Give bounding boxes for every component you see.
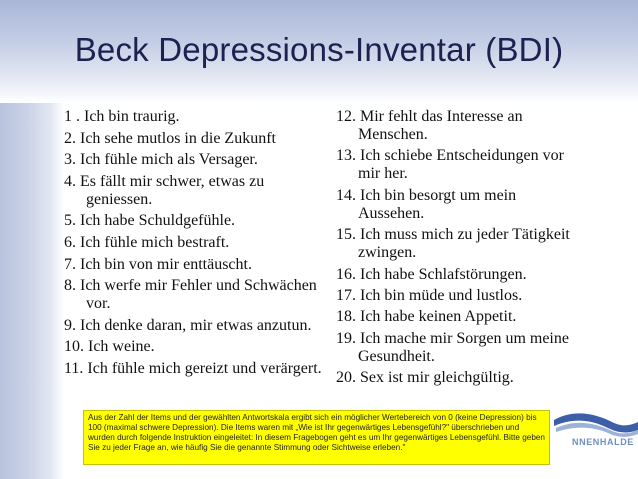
item: 7. Ich bin von mir enttäuscht.: [64, 255, 252, 273]
item: 2. Ich sehe mutlos in die Zukunft: [64, 129, 276, 147]
item: 13. Ich schiebe Entscheidungen vor mir her.: [336, 147, 564, 183]
item: 5. Ich habe Schuldgefühle.: [64, 212, 236, 230]
item: 11. Ich fühle mich gereizt und verärgert.: [64, 359, 322, 377]
item: 4. Es fällt mir schwer, etwas zu geniessen.: [64, 172, 265, 208]
wave-logo-icon: [552, 400, 638, 460]
footnote-box: Aus der Zahl der Items und der gewählten Antwortskala ergibt sich ein möglicher Wertebereich von 0 (keine Depression) bis 100 (maximal schwere Depression). Die Items waren mit „Wie ist Ihr gegenwärtiges Lebensgefühl?" überschrieben und wurden durch folgende Instruktion eingeleitet: In diesem Fragebogen geht es um Ihr gegenwärtiges Lebensgefühl. Bitte geben Sie zu jeder Frage an, wie häufig Sie die genannte Stimmung oder Sichtweise erleben.": [83, 410, 550, 465]
item: 12. Mir fehlt das Interesse an Menschen.: [336, 108, 523, 143]
item: 9. Ich denke daran, mir etwas anzutun.: [64, 316, 312, 334]
item: 6. Ich fühle mich bestraft.: [64, 233, 230, 251]
item: 16. Ich habe Schlafstörungen.: [336, 265, 527, 283]
item: 8. Ich werfe mir Fehler und Schwächen vor.: [64, 277, 317, 313]
item: 1 . Ich bin traurig.: [64, 108, 180, 125]
item: 20. Sex ist mir gleichgültig.: [336, 369, 514, 387]
item: 17. Ich bin müde und lustlos.: [336, 286, 523, 304]
item: 10. Ich weine.: [64, 338, 155, 356]
logo-wordmark: NNENHALDE: [572, 437, 634, 447]
item: 14. Ich bin besorgt um mein Aussehen.: [336, 186, 517, 222]
item: 15. Ich muss mich zu jeder Tätigkeit zwingen.: [336, 226, 570, 262]
clinic-logo: [552, 400, 638, 460]
items-left-column: [64, 108, 326, 382]
item: 3. Ich fühle mich als Versager.: [64, 151, 258, 169]
item: 19. Ich mache mir Sorgen um meine Gesundheit.: [336, 329, 569, 365]
items-right-column: [336, 108, 584, 391]
item: 18. Ich habe keinen Appetit.: [336, 308, 517, 326]
slide-title: Beck Depressions-Inventar (BDI): [74, 31, 564, 68]
